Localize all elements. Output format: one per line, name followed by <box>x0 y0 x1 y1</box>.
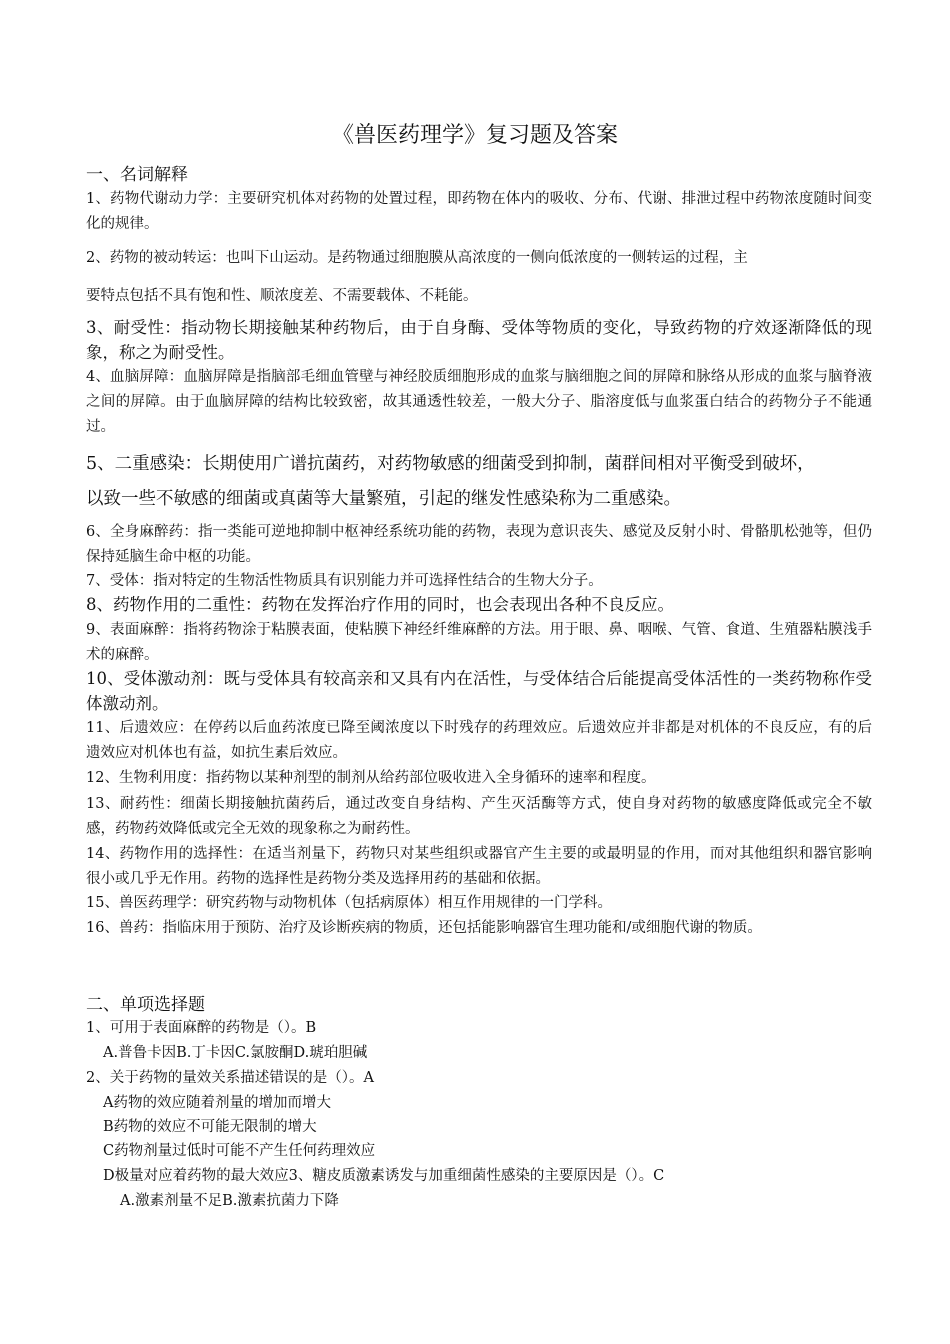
answer-options: A.普鲁卡因B.丁卡因C.氯胺酮D.琥珀胆碱 <box>103 1045 368 1061</box>
definition-item: 12、生物利用度：指药物以某种剂型的制剂从给药部位吸收进入全身循环的速率和程度。 <box>86 770 656 786</box>
definition-item: 15、兽医药理学：研究药物与动物机体（包括病原体）相互作用规律的一门学科。 <box>86 895 612 911</box>
question-line: 1、可用于表面麻醉的药物是（）。B <box>86 1020 317 1036</box>
definition-item: 8、药物作用的二重性：药物在发挥治疗作用的同时，也会表现出各种不良反应。 <box>86 595 674 614</box>
definition-item: 13、耐药性：细菌长期接触抗菌药后，通过改变自身结构、产生灭活酶等方式，使自身对药物的敏感度降低或完全不敏感，药物药效降低或完全无效的现象称之为耐药性。 <box>86 796 872 837</box>
answer-option: C药物剂量过低时可能不产生任何药理效应 <box>103 1143 376 1159</box>
definition-item: 4、血脑屏障：血脑屏障是指脑部毛细血管壁与神经胶质细胞形成的血浆与脑细胞之间的屏障和脉络从形成的血浆与脑脊液之间的屏障。由于血脑屏障的结构比较致密，故其通透性较差，一般大分子、脂溶度低与血浆蛋白结合的药物分子不能通过。 <box>86 369 872 435</box>
document-title: 《兽医药理学》复习题及答案 <box>331 123 618 148</box>
answer-option: A药物的效应随着剂量的增加而增大 <box>103 1095 331 1111</box>
definition-item: 2、药物的被动转运：也叫下山运动。是药物通过细胞膜从高浓度的一侧向低浓度的一侧转运的过程，主 <box>86 250 748 266</box>
section-heading-definitions: 一、名词解释 <box>86 165 188 185</box>
definition-item: 14、药物作用的选择性：在适当剂量下，药物只对某些组织或器官产生主要的或最明显的作用，而对其他组织和器官影响很小或几乎无作用。药物的选择性是药物分类及选择用药的基础和依据。 <box>86 846 872 887</box>
definition-item: 10、受体激动剂：既与受体具有较高亲和又具有内在活性，与受体结合后能提高受体活性的一类药物称作受体激动剂。 <box>86 669 872 713</box>
definition-item: 16、兽药：指临床用于预防、治疗及诊断疾病的物质，还包括能影响器官生理功能和/或细胞代谢的物质。 <box>86 920 762 936</box>
definition-item: 要特点包括不具有饱和性、顺浓度差、不需要载体、不耗能。 <box>86 288 478 304</box>
answer-option: D极量对应着药物的最大效应3、糖皮质激素诱发与加重细菌性感染的主要原因是（）。C <box>103 1168 665 1184</box>
definition-item: 7、受体：指对特定的生物活性物质具有识别能力并可选择性结合的生物大分子。 <box>86 573 603 589</box>
definition-item: 5、二重感染：长期使用广谱抗菌药，对药物敏感的细菌受到抑制，菌群间相对平衡受到破坏， <box>86 454 815 474</box>
answer-option: B药物的效应不可能无限制的增大 <box>103 1119 317 1135</box>
definition-item: 11、后遗效应：在停药以后血药浓度已降至阈浓度以下时残存的药理效应。后遗效应并非都是对机体的不良反应，有的后遗效应对机体也有益，如抗生素后效应。 <box>86 720 872 761</box>
question-line: 2、关于药物的量效关系描述错误的是（）。A <box>86 1070 374 1086</box>
definition-item: 9、表面麻醉：指将药物涂于粘膜表面，使粘膜下神经纤维麻醉的方法。用于眼、鼻、咽喉、气管、食道、生殖器粘膜浅手术的麻醉。 <box>86 622 872 663</box>
definition-item: 6、全身麻醉药：指一类能可逆地抑制中枢神经系统功能的药物，表现为意识丧失、感觉及反射小时、骨骼肌松弛等，但仍保持延脑生命中枢的功能。 <box>86 524 872 565</box>
definition-item: 3、耐受性：指动物长期接触某种药物后，由于自身酶、受体等物质的变化，导致药物的疗效逐渐降低的现象，称之为耐受性。 <box>86 318 872 362</box>
definition-item: 以致一些不敏感的细菌或真菌等大量繁殖，引起的继发性感染称为二重感染。 <box>86 489 681 509</box>
section-heading-multiple-choice: 二、单项选择题 <box>86 995 205 1015</box>
definition-item: 1、药物代谢动力学：主要研究机体对药物的处置过程，即药物在体内的吸收、分布、代谢、排泄过程中药物浓度随时间变化的规律。 <box>86 191 872 232</box>
answer-options: A.激素剂量不足B.激素抗菌力下降 <box>120 1193 339 1209</box>
